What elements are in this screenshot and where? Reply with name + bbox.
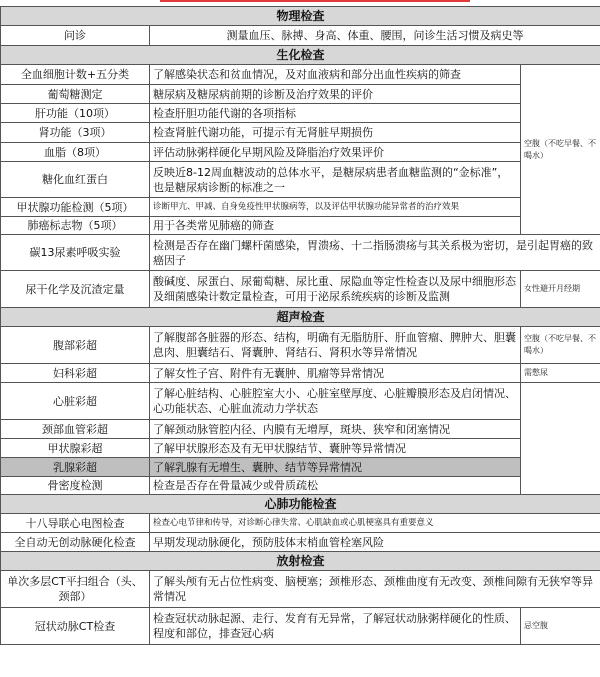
item-desc: 用于各类常见肺癌的筛查 (150, 217, 521, 235)
item-name: 尿干化学及沉渣定量 (1, 271, 150, 308)
item-name: 碳13尿素呼吸实验 (1, 235, 150, 271)
item-name: 腹部彩超 (1, 327, 150, 364)
item-desc: 早期发现动脉硬化，预防肢体末梢血管栓塞风险 (150, 533, 600, 552)
item-name: 冠状动脉CT检查 (1, 608, 150, 645)
top-accent-line (160, 0, 470, 2)
item-name: 肾功能（3项） (1, 123, 150, 143)
section-title-ultrasound: 超声检查 (1, 308, 600, 327)
item-name: 甲状腺彩超 (1, 439, 150, 458)
item-desc: 检查是否存在骨量减少或骨质疏松 (150, 477, 521, 495)
section-title-radiology: 放射检查 (1, 552, 600, 571)
item-desc: 测量血压、脉搏、身高、体重、腰围，问诊生活习惯及病史等 (150, 26, 600, 46)
item-desc: 检查肾脏代谢功能，可提示有无肾脏早期损伤 (150, 123, 521, 143)
section-title-biochem: 生化检查 (1, 46, 600, 65)
item-desc: 了解头颅有无占位性病变、脑梗塞；颈椎形态、颈椎曲度有无改变、颈椎间隙有无狭窄等异常情况 (150, 571, 600, 608)
item-name: 甲状腺功能检测（5项） (1, 198, 150, 217)
item-desc: 诊断甲亢、甲减、自身免疫性甲状腺病等，以及评估甲状腺功能异常者的治疗效果 (150, 198, 521, 217)
item-name: 葡萄糖测定 (1, 85, 150, 104)
item-desc: 了解乳腺有无增生、囊肿、结节等异常情况 (150, 458, 521, 477)
item-desc: 评估动脉粥样硬化早期风险及降脂治疗效果评价 (150, 143, 521, 162)
item-name: 乳腺彩超 (1, 458, 150, 477)
item-note: 空腹（不吃早餐、不喝水） (521, 327, 600, 364)
item-desc: 了解心脏结构、心脏腔室大小、心脏室壁厚度、心脏瓣膜形态及启闭情况、心功能状态、心脏血流动力学状态 (150, 383, 521, 420)
item-name: 问诊 (1, 26, 150, 46)
item-name: 颈部血管彩超 (1, 420, 150, 439)
checkup-table (0, 6, 600, 645)
item-name: 肺癌标志物（5项） (1, 217, 150, 235)
item-name: 糖化血红蛋白 (1, 162, 150, 198)
item-name: 全自动无创动脉硬化检查 (1, 533, 150, 552)
item-name: 肝功能（10项） (1, 104, 150, 123)
item-desc: 了解腹部各脏器的形态、结构，明确有无脂肪肝、肝血管瘤、脾肿大、胆囊息肉、胆囊结石、肾囊肿、肾结石、肾积水等异常情况 (150, 327, 521, 364)
item-name: 全血细胞计数+五分类 (1, 65, 150, 85)
item-desc: 检测是否存在幽门螺杆菌感染，胃溃疡、十二指肠溃疡与其关系极为密切，是引起胃癌的致癌因子 (150, 235, 600, 271)
top-strip (0, 0, 600, 6)
item-note-empty (521, 383, 600, 495)
item-desc: 检查冠状动脉起源、走行、发育有无异常，了解冠状动脉粥样硬化的性质、程度和部位，排查冠心病 (150, 608, 521, 645)
item-desc: 糖尿病及糖尿病前期的诊断及治疗效果的评价 (150, 85, 521, 104)
item-desc: 酸碱度、尿蛋白、尿葡萄糖、尿比重、尿隐血等定性检查以及尿中细胞形态及细菌感染计数定量检查，可用于泌尿系统疾病的诊断及监测 (150, 271, 521, 308)
item-note: 需憋尿 (521, 364, 600, 383)
item-desc: 了解感染状态和贫血情况，及对血液病和部分出血性疾病的筛查 (150, 65, 521, 85)
item-name: 心脏彩超 (1, 383, 150, 420)
item-desc: 了解颈动脉管腔内径、内膜有无增厚，斑块、狭窄和闭塞情况 (150, 420, 521, 439)
item-desc: 检查心电节律和传导，对诊断心律失常、心肌缺血或心肌梗塞具有重要意义 (150, 514, 600, 533)
item-name: 单次多层CT平扫组合（头、颈部） (1, 571, 150, 608)
item-name: 妇科彩超 (1, 364, 150, 383)
item-name: 十八导联心电图检查 (1, 514, 150, 533)
item-desc: 了解甲状腺形态及有无甲状腺结节、囊肿等异常情况 (150, 439, 521, 458)
section-title-cardio: 心肺功能检查 (1, 495, 600, 514)
item-desc: 检查肝胆功能代谢的各项指标 (150, 104, 521, 123)
item-note: 女性避开月经期 (521, 271, 600, 308)
item-note: 忌空腹 (521, 608, 600, 645)
section-title-physical: 物理检查 (1, 7, 600, 26)
item-name: 血脂（8项） (1, 143, 150, 162)
item-desc: 反映近8-12周血糖波动的总体水平，是糖尿病患者血糖监测的“金标准”，也是糖尿病诊断的标准之一 (150, 162, 521, 198)
item-note: 空腹（不吃早餐、不喝水） (521, 65, 600, 235)
item-desc: 了解女性子宫、附件有无囊肿、肌瘤等异常情况 (150, 364, 521, 383)
item-name: 骨密度检测 (1, 477, 150, 495)
